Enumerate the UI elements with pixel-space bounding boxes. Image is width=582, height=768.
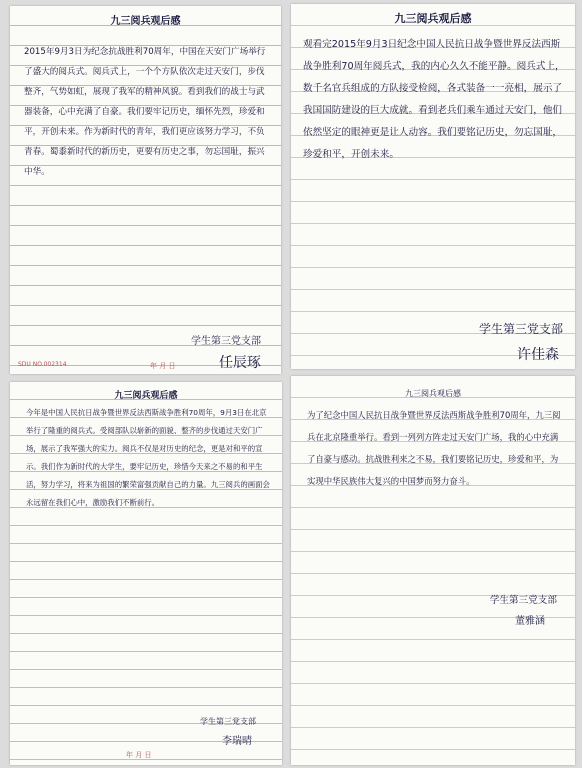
page-title: 九三阅兵观后感: [114, 391, 178, 401]
essay-page-1: [10, 6, 281, 374]
signature-name: 任辰琢: [219, 355, 261, 371]
signature-name: 李瑞晴: [222, 736, 252, 747]
signature-name: 董雅涵: [515, 616, 545, 627]
essay-body: 为了纪念中国人民抗日战争暨世界反法西斯战争胜利70周年，九三阅兵在北京隆重举行。看到一列列方阵走过天安门广场，我的心中充满了自豪与感动。抗战胜利来之不易，我们要铭记历史，珍爱和平，为实现中华民族伟大复兴的中国梦而努力奋斗。: [307, 410, 561, 486]
essay-body: 观看完2015年9月3日纪念中国人民抗日战争暨世界反法西斯战争胜利70周年阅兵式，我的内心久久不能平静。阅兵式上，数千名官兵组成的方队接受检阅，各式装备一一亮相，展示了我国国防建设的巨大成就。看到老兵们乘车通过天安门，他们依然坚定的眼神更是让人动容。我们要铭记历史，勿忘国耻，珍爱和平，开创未来。: [303, 39, 565, 160]
date-line: 年 月 日: [150, 362, 176, 370]
signature-group: 学生第三党支部: [200, 717, 256, 726]
essay-page-2: [291, 4, 575, 369]
essay-body: 今年是中国人民抗日战争暨世界反法西斯战争胜利70周年，9月3日在北京举行了隆重的阅兵式。受阅部队以崭新的面貌、整齐的步伐通过天安门广场，展示了我军强大的实力。阅兵不仅是对历史的纪念，更是对和平的宣示。我们作为新时代的大学生，要牢记历史，珍惜今天来之不易的和平生活，努力学习，将来为祖国的繁荣富强贡献自己的力量。九三阅兵的画面会永远留在我们心中，激励我们不断前行。: [26, 408, 270, 507]
signature-group: 学生第三党支部: [478, 322, 563, 336]
signature-name: 许佳森: [517, 347, 559, 363]
page-title: 九三阅兵观后感: [394, 12, 472, 25]
page-title: 九三阅兵观后感: [405, 389, 461, 398]
essay-body: 2015年9月3日为纪念抗战胜利70周年，中国在天安门广场举行了盛大的阅兵式。阅兵式上，一个个方队依次走过天安门，步伐整齐，气势如虹，展现了我军的精神风貌。看到我们的战士与武器装备，心中充满了自豪。我们要牢记历史，缅怀先烈，珍爱和平，开创未来。作为新时代的青年，我们更应该努力学习，不负青春。蜀黍新时代的新历史，更要有历史之事，勿忘国耻，振兴中华。: [24, 47, 266, 177]
paper-serial: SDU NO.002314: [18, 361, 67, 368]
signature-group: 学生第三党支部: [489, 595, 557, 606]
signature-group: 学生第三党支部: [191, 336, 261, 347]
page-title: 九三阅兵观后感: [110, 16, 181, 27]
essay-page-4: [291, 376, 575, 765]
essay-page-3: [10, 382, 282, 765]
date-line: 年 月 日: [126, 751, 152, 759]
